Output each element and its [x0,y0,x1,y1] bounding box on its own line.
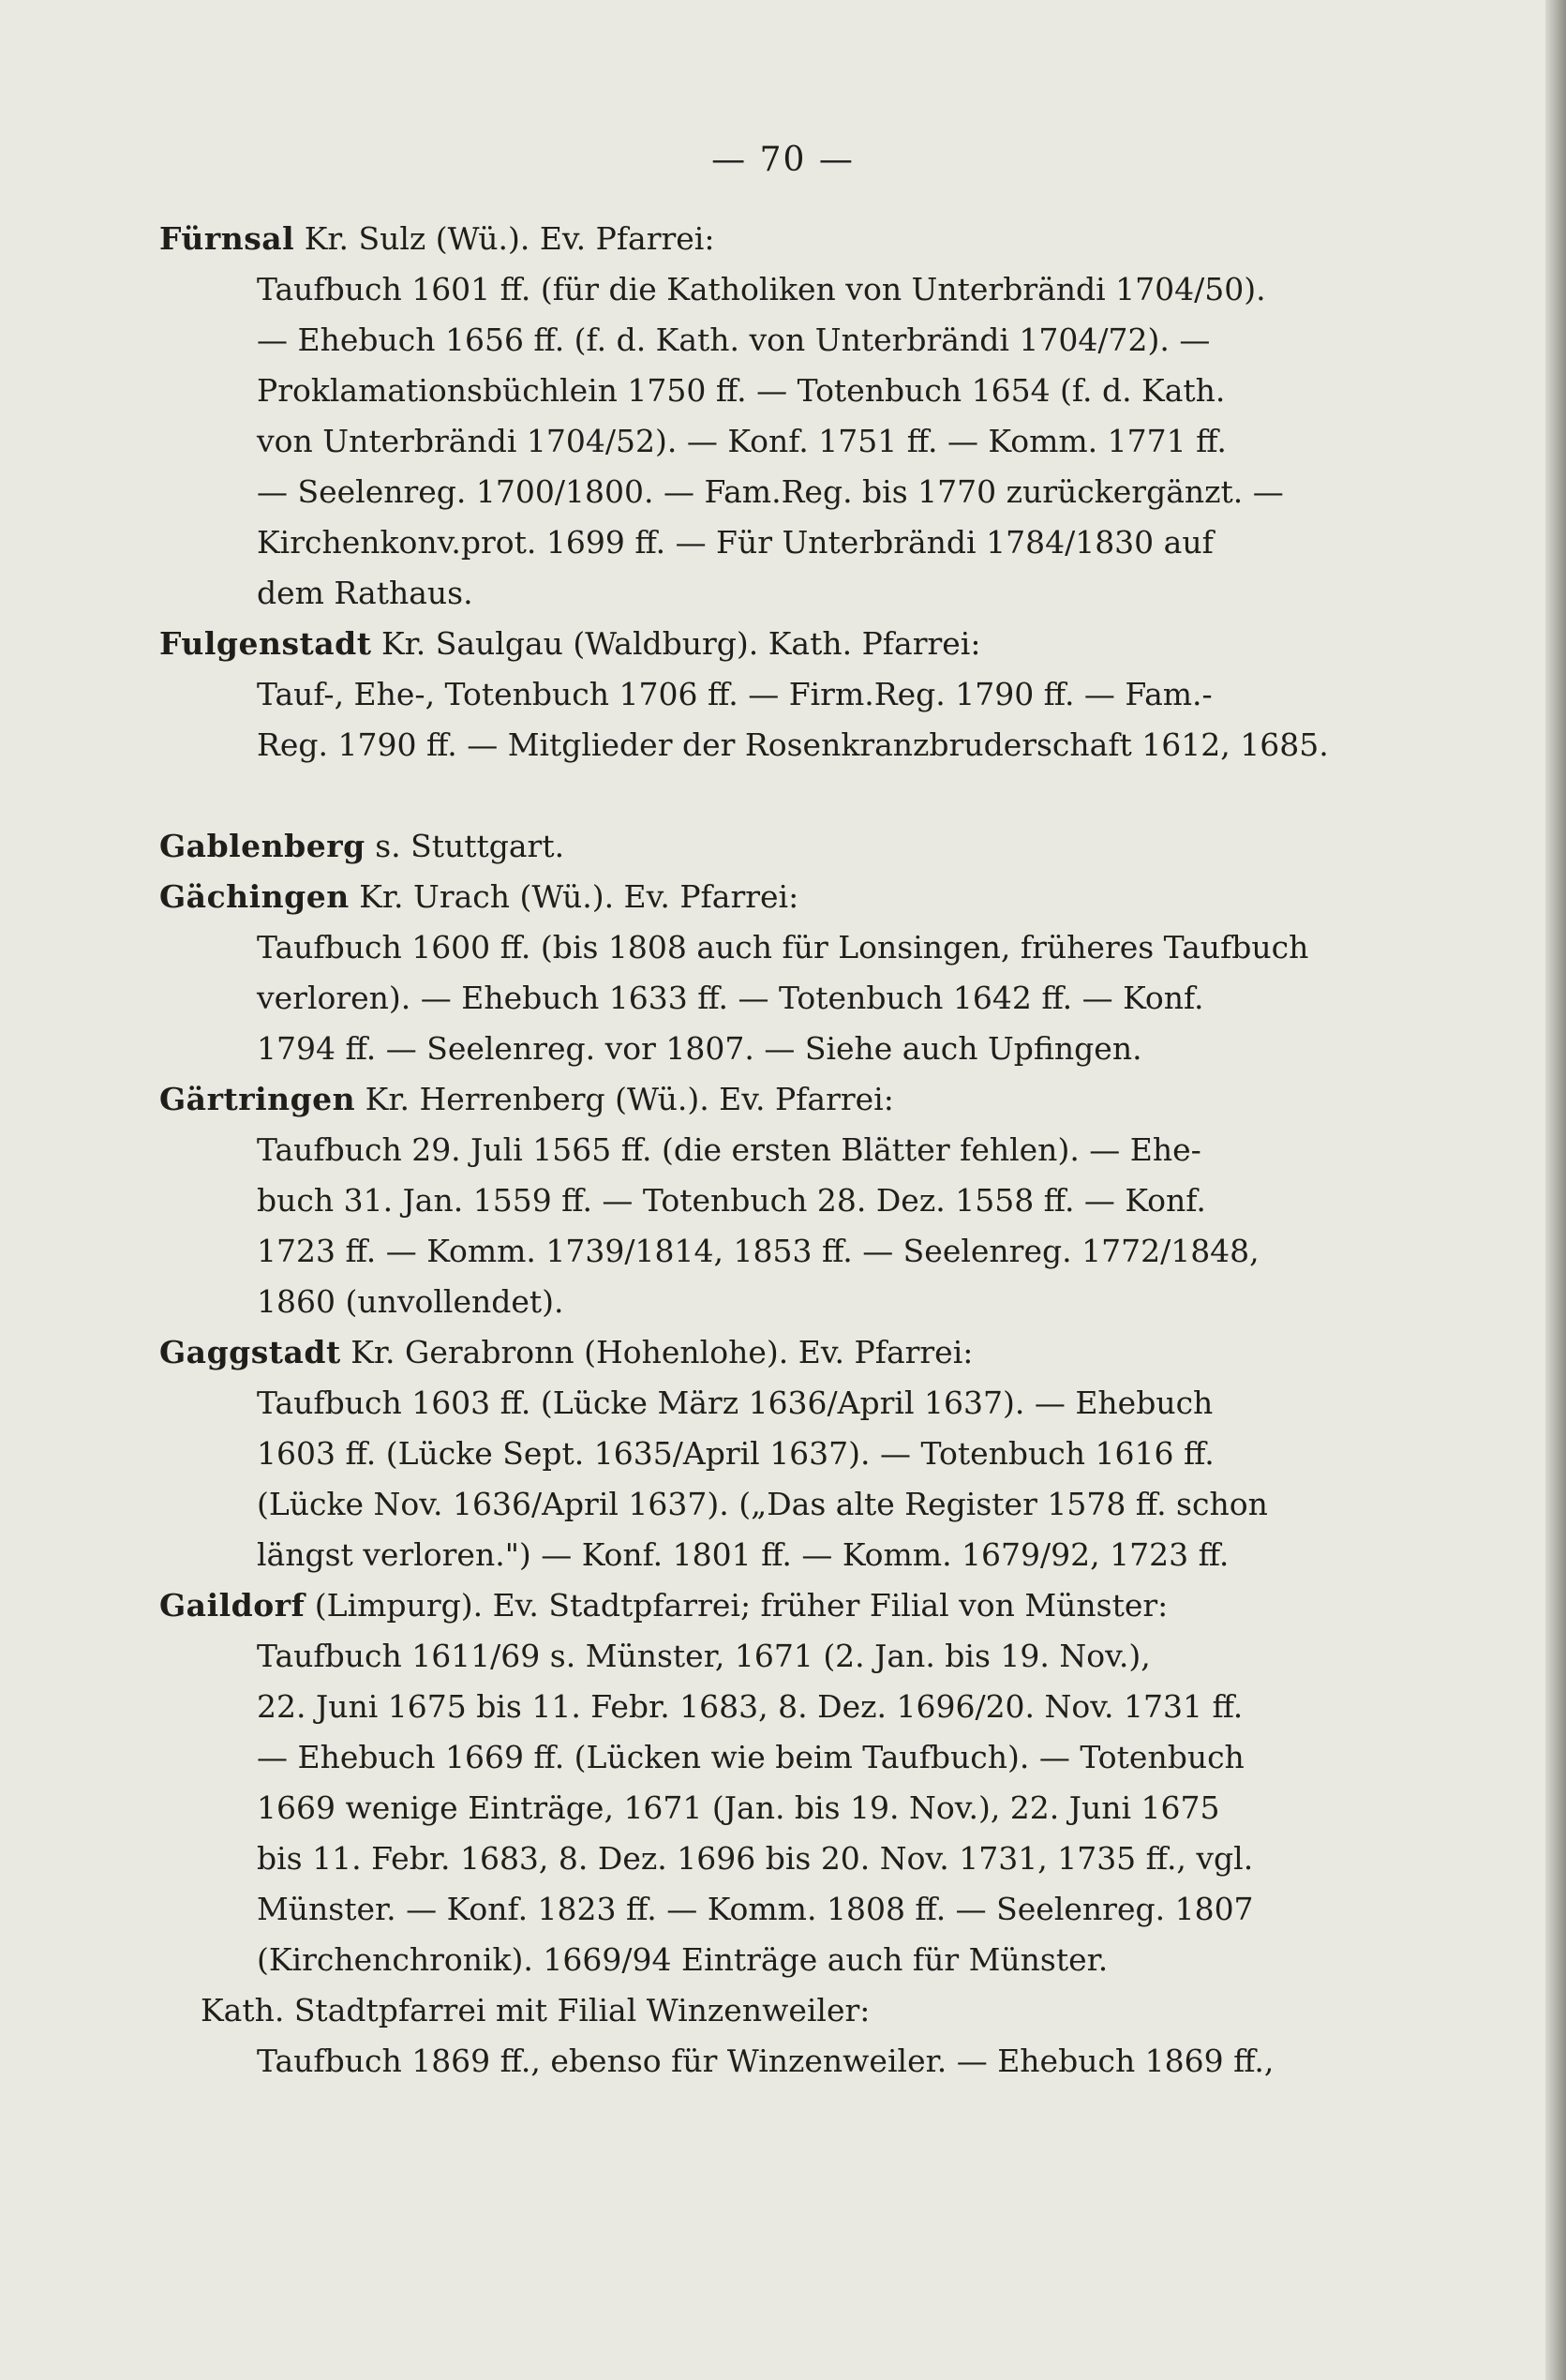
page-number: — 70 — [711,141,855,179]
entry-gablenberg [159,821,1368,872]
entry-line: Münster. — Konf. 1823 ff. — Komm. 1808 ff. — Seelenreg. 1807 [257,1891,1254,1927]
entry-gaggstadt [159,1327,1368,1580]
entry-line: verloren). — Ehebuch 1633 ff. — Totenbuch 1642 ff. — Konf. [257,980,1204,1016]
headword: Fürnsal [159,220,295,257]
section-gap [159,771,1368,821]
entry-line: Reg. 1790 ff. — Mitglieder der Rosenkranzbruderschaft 1612, 1685. [257,726,1329,763]
entry-fuernsal [159,214,1368,619]
entry-line: (Lücke Nov. 1636/April 1637). („Das alte Register 1578 ff. schon [257,1486,1268,1522]
entry-line: Taufbuch 1603 ff. (Lücke März 1636/April 1637). — Ehebuch [257,1385,1214,1421]
entry-heading [159,1074,1368,1125]
entry-line: 1860 (unvollendet). [257,1283,564,1320]
entry-line: 1669 wenige Einträge, 1671 (Jan. bis 19. Nov.), 22. Juni 1675 [257,1789,1220,1826]
entry-line: Proklamationsbüchlein 1750 ff. — Totenbuch 1654 (f. d. Kath. [257,372,1226,409]
entry-heading-rest: (Limpurg). Ev. Stadtpfarrei; früher Filial von Münster: [305,1587,1169,1624]
entry-fulgenstadt [159,619,1368,771]
entry-line: 1794 ff. — Seelenreg. vor 1807. — Siehe auch Upfingen. [257,1030,1142,1067]
entry-line: — Ehebuch 1656 ff. (f. d. Kath. von Unterbrändi 1704/72). — [257,322,1211,358]
headword: Gärtringen [159,1081,356,1117]
entry-heading [159,619,1368,669]
headword: Fulgenstadt [159,625,372,662]
entry-heading-rest: Kr. Saulgau (Waldburg). Kath. Pfarrei: [371,625,981,662]
entry-line: 22. Juni 1675 bis 11. Febr. 1683, 8. Dez. 1696/20. Nov. 1731 ff. [257,1688,1244,1725]
entry-heading-rest: Kr. Urach (Wü.). Ev. Pfarrei: [349,878,799,915]
entry-line: Taufbuch 1869 ff., ebenso für Winzenweiler. — Ehebuch 1869 ff., [257,2043,1275,2079]
entry-heading [159,821,1368,872]
entry-heading [159,872,1368,922]
entry-line: Taufbuch 29. Juli 1565 ff. (die ersten Blätter fehlen). — Ehe- [257,1131,1201,1168]
entry-heading-rest: Kr. Sulz (Wü.). Ev. Pfarrei: [294,220,715,257]
entry-subheading: Kath. Stadtpfarrei mit Filial Winzenweiler: [201,1992,871,2028]
entry-line: von Unterbrändi 1704/52). — Konf. 1751 ff. — Komm. 1771 ff. [257,423,1227,459]
headword: Gaildorf [159,1587,306,1624]
entry-line: Tauf-, Ehe-, Totenbuch 1706 ff. — Firm.Reg. 1790 ff. — Fam.- [257,676,1213,712]
entry-line: (Kirchenchronik). 1669/94 Einträge auch für Münster. [257,1941,1109,1978]
entry-line: 1723 ff. — Komm. 1739/1814, 1853 ff. — Seelenreg. 1772/1848, [257,1233,1260,1269]
entry-line: — Ehebuch 1669 ff. (Lücken wie beim Taufbuch). — Totenbuch [257,1739,1245,1775]
entry-gaechingen [159,872,1368,1074]
entry-line: Kirchenkonv.prot. 1699 ff. — Für Unterbrändi 1784/1830 auf [257,524,1214,561]
entry-line: 1603 ff. (Lücke Sept. 1635/April 1637). — Totenbuch 1616 ff. [257,1435,1215,1472]
entry-gaildorf [159,1580,1368,2087]
entry-heading [159,1327,1368,1378]
page-edge-shadow [1545,0,1566,2380]
entry-line: — Seelenreg. 1700/1800. — Fam.Reg. bis 1770 zurückergänzt. — [257,473,1284,510]
headword: Gaggstadt [159,1334,341,1370]
page-body [159,214,1368,2087]
entry-line: buch 31. Jan. 1559 ff. — Totenbuch 28. Dez. 1558 ff. — Konf. [257,1182,1206,1219]
entry-line: bis 11. Febr. 1683, 8. Dez. 1696 bis 20. Nov. 1731, 1735 ff., vgl. [257,1840,1254,1877]
headword: Gächingen [159,878,350,915]
entry-line: Taufbuch 1600 ff. (bis 1808 auch für Lonsingen, früheres Taufbuch [257,929,1309,965]
entry-line: dem Rathaus. [257,575,473,611]
entry-line: Taufbuch 1601 ff. (für die Katholiken von Unterbrändi 1704/50). [257,271,1266,307]
entry-line: Taufbuch 1611/69 s. Münster, 1671 (2. Jan. bis 19. Nov.), [257,1638,1151,1674]
entry-gaertringen [159,1074,1368,1327]
entry-heading-rest: Kr. Gerabronn (Hohenlohe). Ev. Pfarrei: [340,1334,974,1370]
entry-heading-rest: Kr. Herrenberg (Wü.). Ev. Pfarrei: [355,1081,894,1117]
entry-heading [159,1580,1368,1631]
entry-line: längst verloren.") — Konf. 1801 ff. — Komm. 1679/92, 1723 ff. [257,1536,1230,1573]
headword: Gablenberg [159,828,365,864]
entry-heading [159,214,1368,264]
entry-heading-rest: s. Stuttgart. [365,828,565,864]
